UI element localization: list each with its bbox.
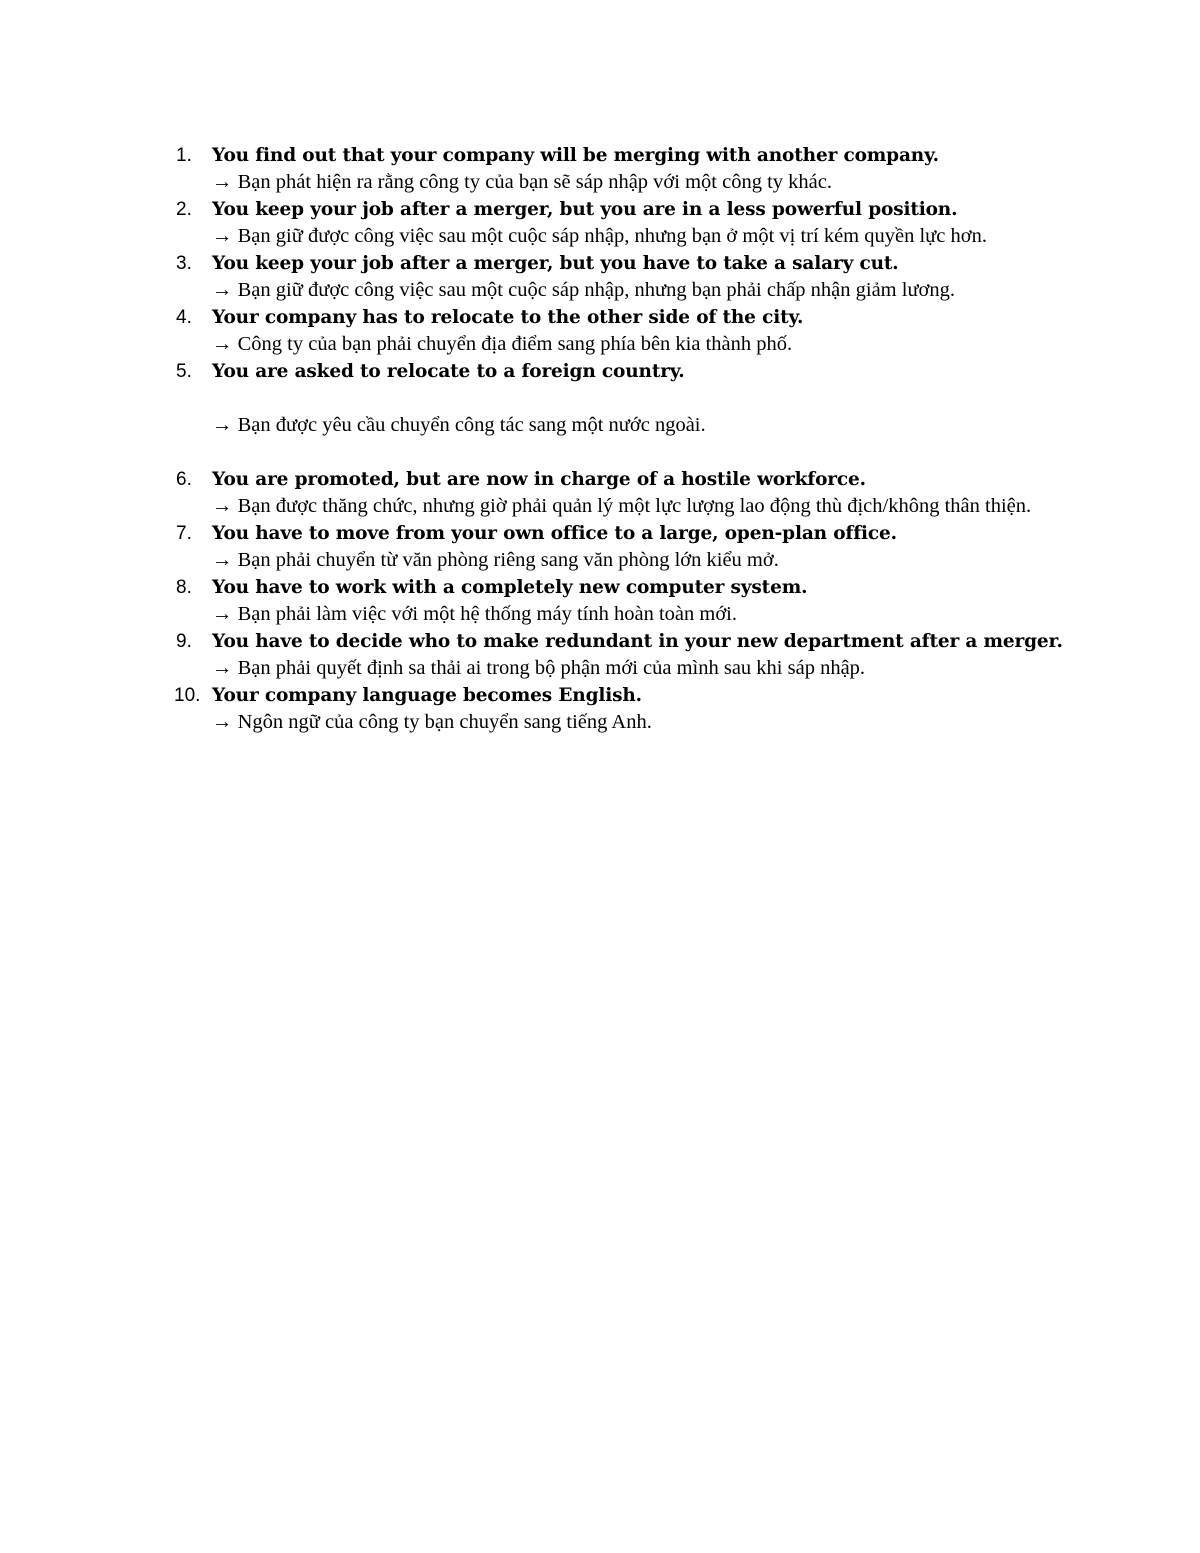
item-number: 10. [174,685,201,706]
item-english: You are asked to relocate to a foreign country. [212,361,685,382]
item-vietnamese: → Bạn phải quyết định sa thải ai trong bộ phận mới của mình sau khi sáp nhập. [212,657,866,679]
item-vietnamese: → Ngôn ngữ của công ty bạn chuyển sang tiếng Anh. [212,711,652,733]
list-item [170,250,1070,304]
list-item [170,358,1070,439]
list-item [170,628,1070,682]
item-vietnamese: → Bạn giữ được công việc sau một cuộc sáp nhập, nhưng bạn ở một vị trí kém quyền lực hơn. [212,225,987,247]
item-vietnamese: → Bạn phải chuyển từ văn phòng riêng sang văn phòng lớn kiểu mở. [212,549,779,571]
item-number: 4. [176,307,192,328]
list-item [170,520,1070,574]
list-item [170,682,1070,736]
item-number: 6. [176,469,192,490]
item-english: You keep your job after a merger, but you have to take a salary cut. [212,253,899,274]
list-item [170,574,1070,628]
item-number: 1. [176,145,192,166]
item-vietnamese: → Bạn phải làm việc với một hệ thống máy tính hoàn toàn mới. [212,603,737,625]
item-number: 2. [176,199,192,220]
item-number: 9. [176,631,192,652]
item-vietnamese: → Bạn được yêu cầu chuyển công tác sang một nước ngoài. [212,414,706,436]
list-item [170,304,1070,358]
item-number: 5. [176,361,192,382]
item-number: 3. [176,253,192,274]
item-vietnamese: → Bạn phát hiện ra rằng công ty của bạn sẽ sáp nhập với một công ty khác. [212,171,832,193]
item-english: You have to work with a completely new computer system. [212,577,808,598]
item-english: You are promoted, but are now in charge of a hostile workforce. [212,469,866,490]
item-english: Your company language becomes English. [212,685,642,706]
item-vietnamese: → Bạn được thăng chức, nhưng giờ phải quản lý một lực lượng lao động thù địch/không thân thiện. [212,495,1032,517]
item-number: 7. [176,523,192,544]
item-number: 8. [176,577,192,598]
item-english: You keep your job after a merger, but you are in a less powerful position. [212,199,958,220]
list-item [170,142,1070,196]
item-english: You have to decide who to make redundant in your new department after a merger. [212,631,1063,652]
item-english: You have to move from your own office to a large, open-plan office. [212,523,897,544]
item-english: Your company has to relocate to the other side of the city. [212,307,804,328]
list-item [170,196,1070,250]
item-english: You find out that your company will be merging with another company. [212,145,939,166]
numbered-list [170,142,1070,736]
list-item [170,466,1070,520]
item-vietnamese: → Bạn giữ được công việc sau một cuộc sáp nhập, nhưng bạn phải chấp nhận giảm lương. [212,279,956,301]
item-vietnamese: → Công ty của bạn phải chuyển địa điểm sang phía bên kia thành phố. [212,333,793,355]
